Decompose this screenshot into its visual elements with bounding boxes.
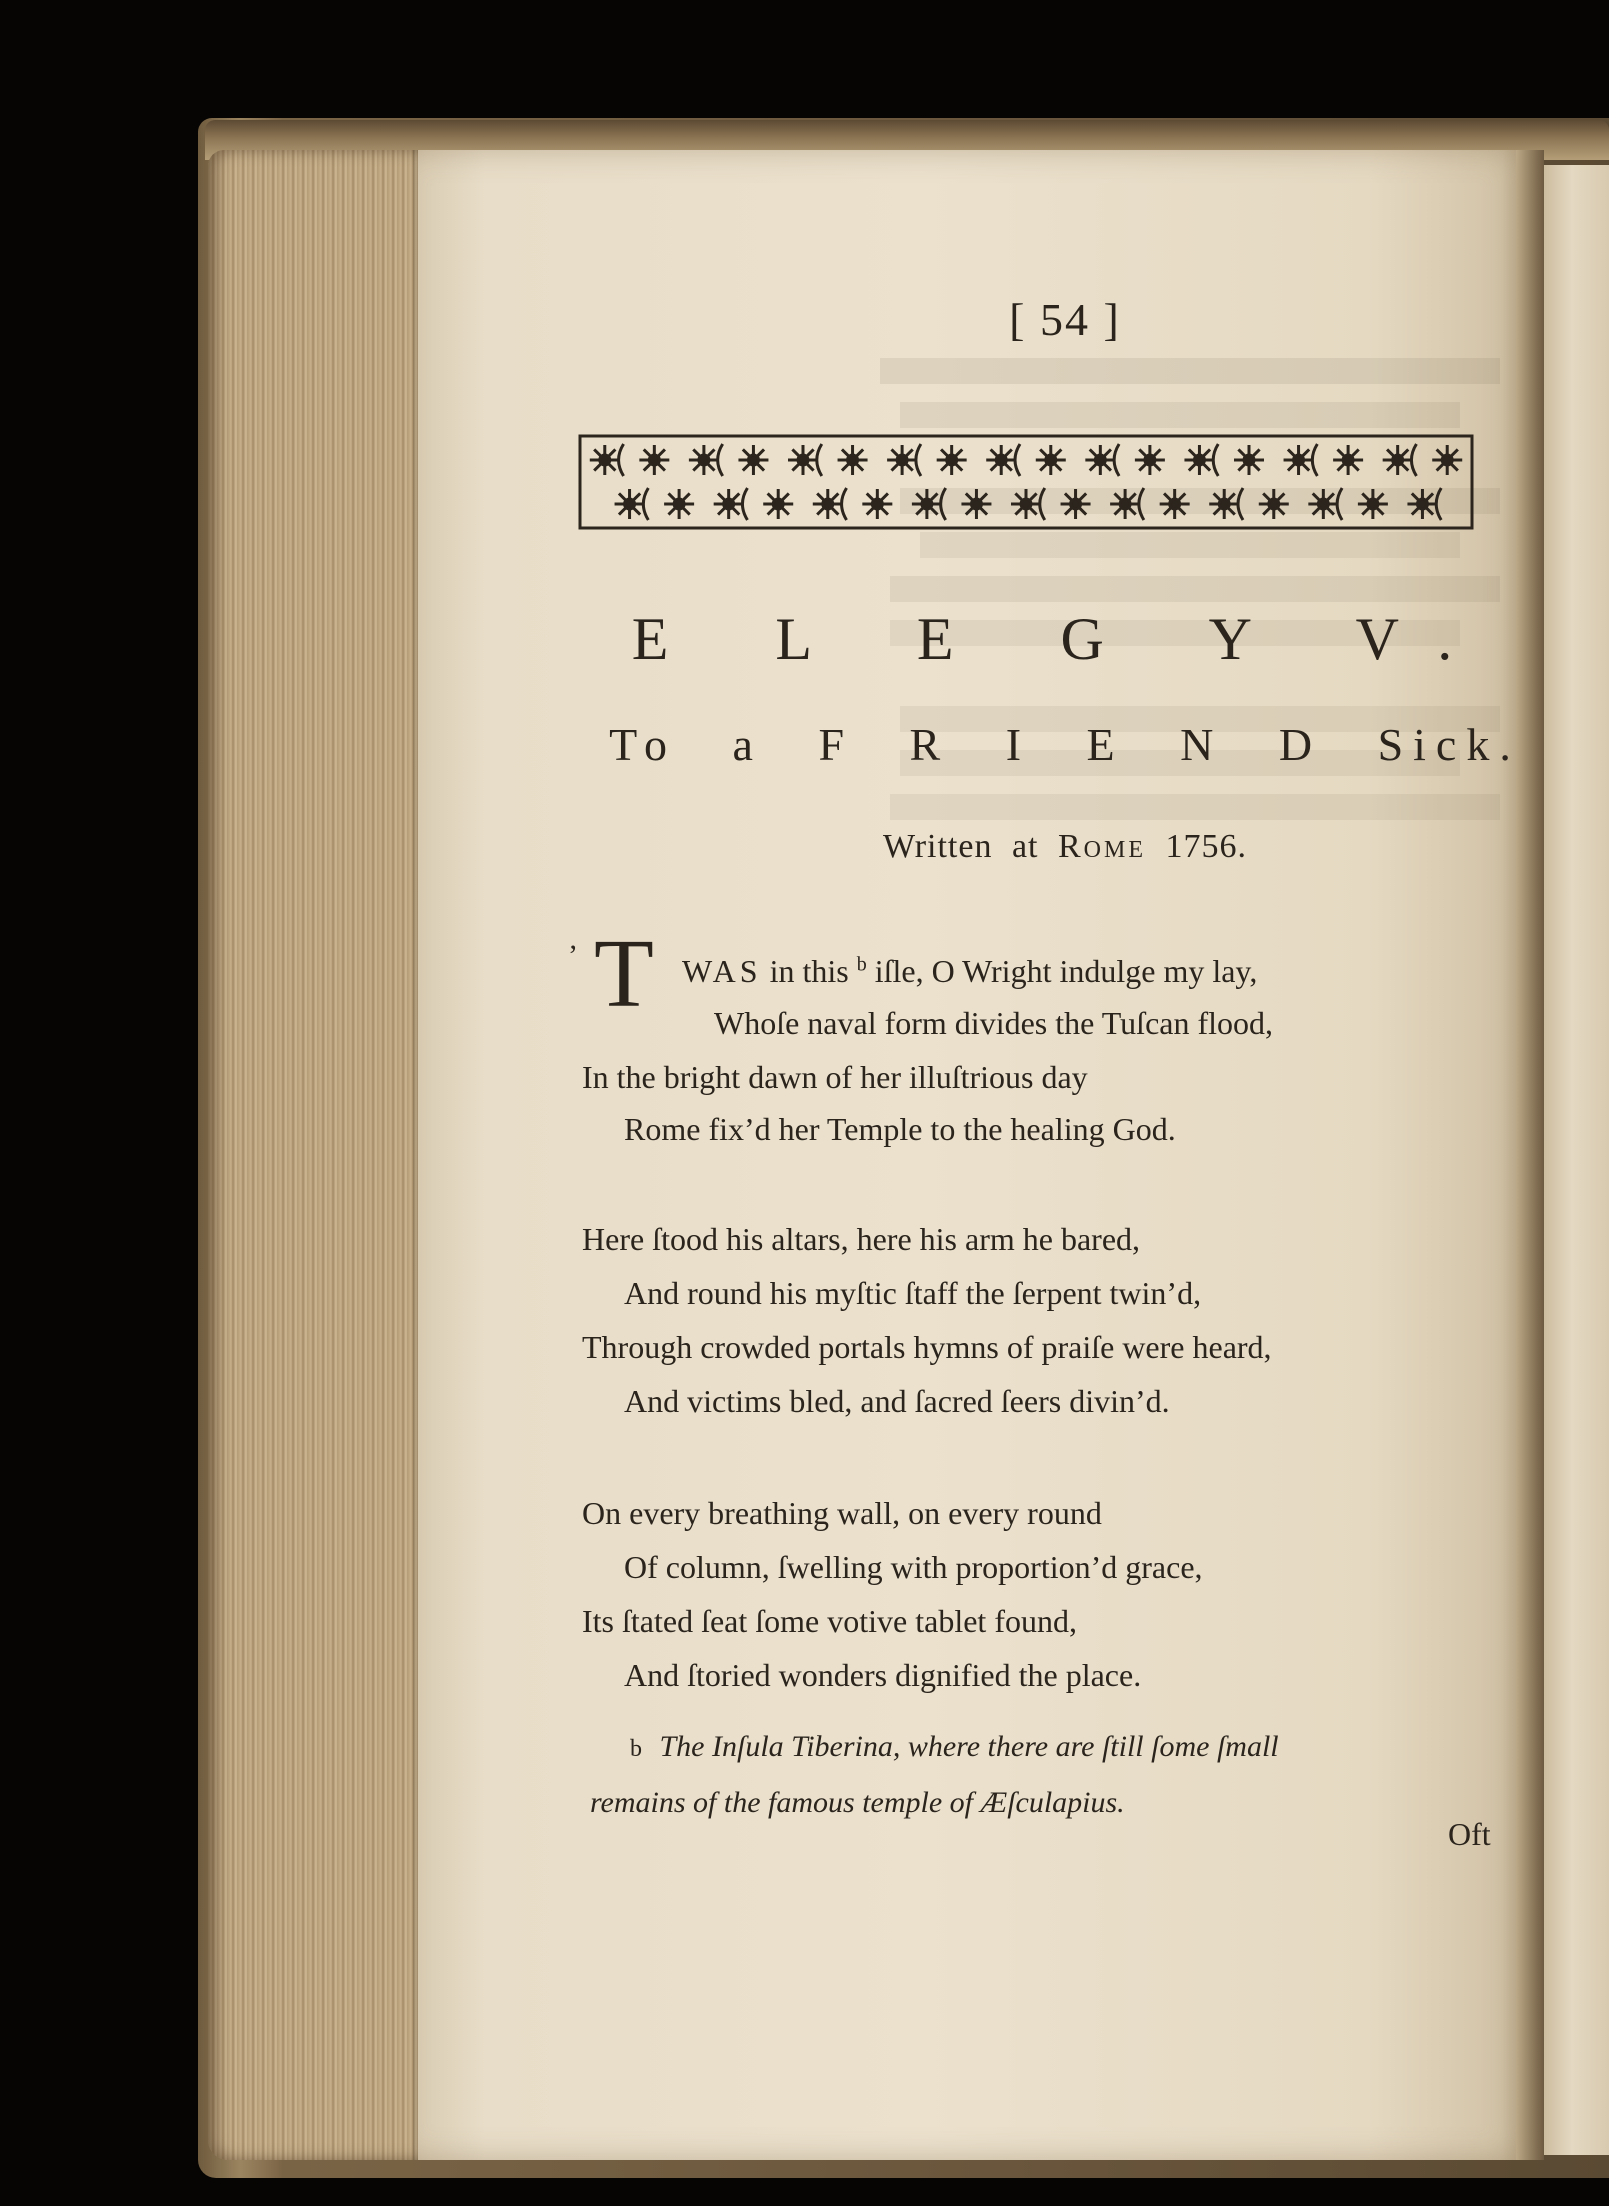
line1-caps: WAS [682, 953, 762, 989]
footnote-mark: b [630, 1736, 642, 1762]
dateline-place: Rome [1058, 828, 1147, 865]
facing-page-edge [1544, 165, 1609, 2155]
footnote-line-2: remains of the famous temple of Æſculapius. [590, 1786, 1125, 1819]
poem-line-3: In the bright dawn of her illuſtrious day [582, 1059, 1088, 1095]
dropcap-letter: T [594, 920, 654, 1028]
poem-line-2: Whoſe naval form divides the Tuſcan flood, [714, 1005, 1274, 1041]
opening-quote: ’ [568, 939, 578, 972]
poem-line-12: And ſtoried wonders dignified the place. [624, 1657, 1142, 1693]
catchword: Oft [1448, 1816, 1491, 1852]
dateline [0, 828, 1609, 866]
poem-line-7: Through crowded portals hymns of praiſe were heard, [582, 1329, 1272, 1365]
dateline-prefix: Written at [882, 828, 1039, 865]
poem-line-11: Its ſtated ſeat ſome votive tablet found, [582, 1603, 1077, 1639]
elegy-subtitle: To a F R I E N D Sick. [609, 719, 1521, 770]
dateline-year: 1756. [1165, 828, 1248, 865]
poem-line-8: And victims bled, and ſacred ſeers divin’d. [624, 1383, 1170, 1419]
elegy-title: E L E G Y V. [631, 606, 1499, 672]
poem-line-9: On every breathing wall, on every round [582, 1495, 1102, 1531]
footnote-line-1 [630, 1720, 1490, 1776]
footnote [590, 1720, 1490, 1830]
poem-line-6: And round his myſtic ſtaff the ſerpent twin’d, [624, 1275, 1202, 1311]
page-stack-edge [208, 150, 423, 2160]
ornamental-border-icon [578, 432, 1474, 532]
poem-line-1 [682, 953, 1257, 990]
page-number: [ 54 ] [1009, 294, 1121, 345]
footnote-reference: b [856, 953, 867, 976]
page-gutter [1516, 150, 1544, 2160]
poem-line-10: Of column, ſwelling with proportion’d grace, [624, 1549, 1203, 1585]
line1-rest: iſle, O Wright indulge my lay, [874, 953, 1258, 989]
line1-pre: in this [769, 953, 849, 989]
poem-line-4: Rome fix’d her Temple to the healing God. [624, 1111, 1176, 1147]
footnote-text-1: The Inſula Tiberina, where there are ſtill ſome ſmall [659, 1730, 1279, 1763]
poem-line-5: Here ſtood his altars, here his arm he bared, [582, 1221, 1141, 1257]
